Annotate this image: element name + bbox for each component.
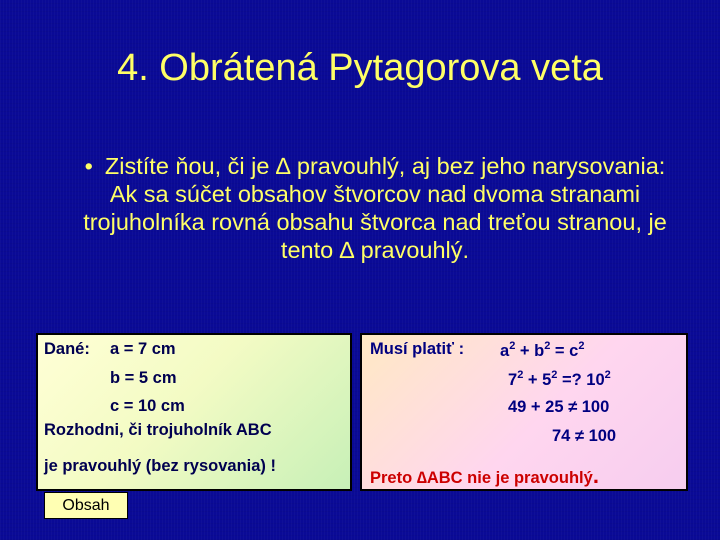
eq1-a-sup: 2 bbox=[509, 340, 516, 352]
equation-line-3: 49 + 25 ≠ 100 bbox=[508, 398, 610, 416]
slide-title: 4. Obrátená Pytagorova veta bbox=[117, 47, 603, 89]
conclusion-text bbox=[370, 463, 599, 489]
eq2-10-sup: 2 bbox=[604, 369, 611, 381]
eq1-c: = c bbox=[550, 342, 579, 360]
given-a: a = 7 cm bbox=[110, 340, 176, 358]
obsah-button[interactable]: Obsah bbox=[44, 492, 128, 519]
conclusion-period: . bbox=[592, 463, 599, 488]
given-question-line1: Rozhodni, či trojuholník ABC bbox=[44, 421, 272, 439]
bullet-line bbox=[70, 152, 680, 180]
equation-line-4: 74 ≠ 100 bbox=[552, 427, 617, 445]
equation-line-1 bbox=[500, 340, 584, 361]
eq1-c-sup: 2 bbox=[578, 340, 585, 352]
eq2-5: + 5 bbox=[523, 371, 552, 389]
eq2-7: 7 bbox=[508, 371, 518, 389]
equation-line-2 bbox=[508, 369, 611, 390]
given-c: c = 10 cm bbox=[110, 397, 185, 415]
eq1-b-sup: 2 bbox=[544, 340, 551, 352]
must-hold-box bbox=[360, 333, 688, 491]
bullet-dot: • bbox=[84, 153, 93, 179]
must-label: Musí platiť : bbox=[370, 340, 465, 358]
bullet-first-sentence: Zistíte ňou, či je ∆ pravouhlý, aj bez jeho narysovania: bbox=[104, 153, 666, 179]
given-label: Dané: bbox=[44, 340, 90, 358]
bullet-text bbox=[70, 152, 680, 264]
eq1-b: + b bbox=[515, 342, 545, 360]
eq2-7-sup: 2 bbox=[517, 369, 524, 381]
given-question-line2: je pravouhlý (bez rysovania) ! bbox=[44, 457, 276, 475]
eq1-a: a bbox=[500, 342, 510, 360]
given-box bbox=[36, 333, 352, 491]
given-b: b = 5 cm bbox=[110, 369, 177, 387]
eq2-10: =? 10 bbox=[557, 371, 605, 389]
conclusion-sentence: Preto ∆ABC nie je pravouhlý bbox=[370, 469, 593, 487]
eq2-5-sup: 2 bbox=[551, 369, 558, 381]
rule-paragraph: Ak sa súčet obsahov štvorcov nad dvoma stranami trojuholníka rovná obsahu štvorca nad treťou stranou, je tento ∆ pravouhlý. bbox=[83, 181, 667, 263]
